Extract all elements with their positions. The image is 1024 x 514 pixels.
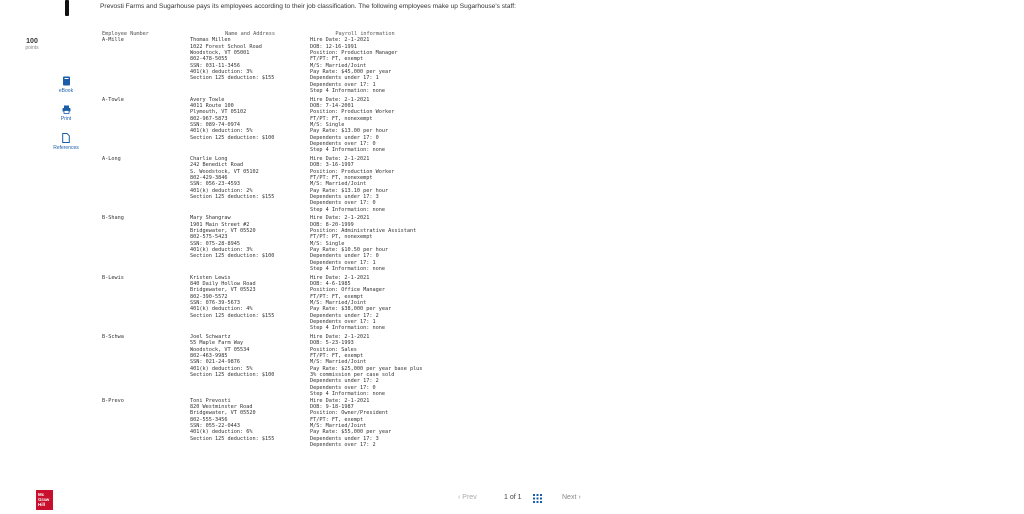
name-address-line: Joel Schwartz [190, 334, 231, 341]
name-address-line: Thomas Millen [190, 37, 231, 44]
document-icon [62, 133, 70, 143]
payroll-info-line: Step 4 Information: none [310, 88, 385, 95]
table-row [102, 215, 502, 274]
payroll-info-line: M/S: Single [310, 122, 345, 129]
name-address-line: 4011 Route 100 [190, 103, 234, 110]
payroll-info-line: DOB: 5-23-1993 [310, 340, 354, 347]
payroll-info-line: FT/PT: FT, nonexempt [310, 115, 373, 122]
table-row [102, 97, 502, 156]
payroll-info-line: Dependents over 17: 1 [310, 81, 376, 88]
name-address-line: 802-967-5873 [190, 115, 228, 122]
payroll-info-line: M/S: Married/Joint [310, 62, 367, 69]
name-address-line: SSN: 021-24-9876 [190, 359, 240, 366]
name-address-line: Mary Shangraw [190, 215, 231, 222]
name-address-line: 401(k) deduction: 4% [190, 306, 253, 313]
name-address-cell [190, 398, 310, 451]
payroll-info-line: Position: Production Worker [310, 168, 395, 175]
employee-table [102, 31, 502, 451]
name-address-line: 55 Maple Farm Way [190, 340, 244, 347]
payroll-info-line: M/S: Married/Joint [310, 359, 367, 366]
chevron-right-icon: › [578, 494, 581, 501]
payroll-info-line: Position: Office Manager [310, 287, 385, 294]
of-label: of [509, 494, 516, 501]
intro-text: Prevosti Farms and Sugarhouse pays its employees according to their job classification. The following employees make up Sugarhouse's staff: [100, 3, 516, 10]
payroll-info-line: Dependents under 17: 0 [310, 134, 379, 141]
name-address-line: 401(k) deduction: 3% [190, 69, 253, 76]
name-address-line: Section 125 deduction: $155 [190, 312, 275, 319]
payroll-info-line: DOB: 4-6-1985 [310, 281, 351, 288]
name-address-line: SSN: 089-74-0974 [190, 122, 240, 129]
name-address-line: Section 125 deduction: $100 [190, 134, 275, 141]
name-address-cell [190, 37, 310, 96]
payroll-info-cell [310, 37, 510, 96]
payroll-info-line: Pay Rate: $25,000 per year base plus [310, 365, 423, 372]
name-address-line: Plymouth, VT 05102 [190, 109, 247, 116]
employee-number: B-Prevo [102, 397, 124, 404]
payroll-info-line: FT/PT: PT, nonexempt [310, 234, 373, 241]
payroll-info-line: Step 4 Information: none [310, 325, 385, 332]
name-address-line: Bridgewater, VT 05523 [190, 287, 256, 294]
name-address-line: Section 125 deduction: $155 [190, 435, 275, 442]
name-address-line: 401(k) deduction: 6% [190, 429, 253, 436]
payroll-info-line: Dependents under 17: 2 [310, 312, 379, 319]
payroll-info-line: FT/PT: FT, nonexempt [310, 175, 373, 182]
payroll-info-line: Position: Production Manager [310, 50, 398, 57]
payroll-info-line: M/S: Married/Joint [310, 422, 367, 429]
name-address-line: 401(k) deduction: 5% [190, 365, 253, 372]
name-address-line: Woodstock, VT 05001 [190, 50, 250, 57]
name-address-line: 1901 Main Street #2 [190, 221, 250, 228]
name-address-line: Section 125 deduction: $155 [190, 194, 275, 201]
payroll-info-line: DOB: 8-20-1999 [310, 221, 354, 228]
name-address-line: Charlie Long [190, 156, 228, 163]
page-indicator [504, 494, 522, 501]
name-address-line: Section 125 deduction: $100 [190, 253, 275, 260]
payroll-info-cell [310, 156, 510, 215]
payroll-info-line: Position: Sales [310, 346, 357, 353]
payroll-info-line: Step 4 Information: none [310, 391, 385, 398]
payroll-info-line: Dependents under 17: 2 [310, 378, 379, 385]
current-page: 1 [504, 494, 508, 501]
employee-number: A-Towle [102, 96, 124, 103]
name-address-line: 802-575-5423 [190, 234, 228, 241]
payroll-info-line: Dependents over 17: 0 [310, 141, 376, 148]
payroll-info-line: M/S: Married/Joint [310, 300, 367, 307]
payroll-info-cell [310, 334, 510, 398]
payroll-info-line: Pay Rate: $45,000 per year [310, 69, 392, 76]
payroll-info-cell [310, 97, 510, 156]
payroll-info-line: Pay Rate: $10.50 per hour [310, 247, 389, 254]
payroll-info-line: Hire Date: 2-1-2021 [310, 37, 370, 44]
payroll-info-line: Position: Owner/President [310, 410, 389, 417]
payroll-info-cell [310, 215, 510, 274]
ebook-label: eBook [58, 88, 74, 94]
table-row [102, 398, 502, 451]
payroll-info-line: Dependents over 17: 2 [310, 441, 376, 448]
payroll-info-line: Dependents under 17: 3 [310, 435, 379, 442]
points-value: 100 [26, 38, 38, 45]
payroll-info-line: DOB: 12-16-1991 [310, 43, 357, 50]
name-address-line: Toni Prevosti [190, 397, 231, 404]
name-address-line: Woodstock, VT 05534 [190, 346, 250, 353]
references-label: References [53, 145, 79, 151]
mcgraw-hill-logo: Mc Graw Hill [36, 490, 53, 510]
payroll-info-line: Step 4 Information: none [310, 147, 385, 154]
name-address-line: Kristen Lewis [190, 274, 231, 281]
header-name-address: Name and Address [225, 31, 275, 37]
payroll-info-line: Dependents under 17: 3 [310, 194, 379, 201]
table-row [102, 156, 502, 215]
name-address-cell [190, 334, 310, 398]
payroll-info-line: Pay Rate: $38,000 per year [310, 306, 392, 313]
table-row [102, 37, 502, 96]
name-address-line: SSN: 076-39-5673 [190, 300, 240, 307]
name-address-line: SSN: 055-22-0443 [190, 422, 240, 429]
payroll-info-line: Dependents over 17: 1 [310, 319, 376, 326]
payroll-info-line: Position: Administrative Assistant [310, 228, 417, 235]
next-label: Next [562, 494, 577, 501]
name-address-cell [190, 156, 310, 215]
name-address-line: 840 Daily Hollow Road [190, 281, 256, 288]
payroll-info-cell [310, 398, 510, 451]
name-address-line: 802-555-3456 [190, 416, 228, 423]
name-address-line: Bridgewater, VT 05520 [190, 228, 256, 235]
payroll-info-line: FT/PT: FT, exempt [310, 416, 364, 423]
payroll-info-line: Hire Date: 2-1-2021 [310, 96, 370, 103]
payroll-info-line: Step 4 Information: none [310, 206, 385, 213]
next-button[interactable] [562, 494, 581, 501]
payroll-info-line: Pay Rate: $55,000 per year [310, 429, 392, 436]
payroll-info-line: Dependents under 17: 1 [310, 75, 379, 82]
points-label: points [25, 45, 39, 51]
book-icon [62, 76, 71, 86]
employee-number: A-Long [102, 156, 121, 163]
progress-marker [65, 0, 69, 16]
prev-button[interactable] [458, 494, 477, 501]
payroll-info-line: DOB: 9-18-1987 [310, 403, 354, 410]
name-address-line: 401(k) deduction: 3% [190, 247, 253, 254]
name-address-line: 1022 Forest School Road [190, 43, 262, 50]
grid-icon[interactable] [533, 494, 542, 503]
pagination [452, 494, 602, 506]
payroll-info-line: Pay Rate: $13.10 per hour [310, 187, 389, 194]
payroll-info-line: M/S: Single [310, 240, 345, 247]
table-row [102, 275, 502, 334]
employee-number: B-Lewis [102, 274, 124, 281]
payroll-info-line: Hire Date: 2-1-2021 [310, 397, 370, 404]
payroll-info-line: FT/PT: FT, exempt [310, 353, 364, 360]
name-address-line: 802-463-9985 [190, 353, 228, 360]
payroll-info-line: FT/PT: FT, exempt [310, 56, 364, 63]
print-button[interactable] [43, 105, 89, 122]
payroll-info-line: Hire Date: 2-1-2021 [310, 215, 370, 222]
header-payroll-info: Payroll information [335, 31, 395, 37]
name-address-line: SSN: 056-23-4593 [190, 181, 240, 188]
payroll-info-line: Hire Date: 2-1-2021 [310, 334, 370, 341]
payroll-info-line: Position: Production Worker [310, 109, 395, 116]
header-employee-number: Employee Number [102, 31, 149, 37]
name-address-line: Avery Towle [190, 96, 225, 103]
printer-icon [62, 105, 71, 114]
name-address-line: 802-478-5055 [190, 56, 228, 63]
payroll-info-cell [310, 275, 510, 334]
name-address-line: 401(k) deduction: 2% [190, 187, 253, 194]
employee-number: B-Schwa [102, 334, 124, 341]
name-address-cell [190, 97, 310, 156]
name-address-line: 802-390-5572 [190, 293, 228, 300]
employee-number: B-Shang [102, 215, 124, 222]
name-address-line: S. Woodstock, VT 05102 [190, 168, 259, 175]
payroll-info-line: DOB: 3-16-1997 [310, 162, 354, 169]
payroll-info-line: Dependents over 17: 0 [310, 200, 376, 207]
name-address-cell [190, 215, 310, 274]
table-row [102, 334, 502, 398]
prev-label: Prev [462, 494, 477, 501]
references-button[interactable] [43, 133, 89, 151]
name-address-line: 802-429-3846 [190, 175, 228, 182]
payroll-info-line: Step 4 Information: none [310, 266, 385, 273]
payroll-info-line: Dependents under 17: 0 [310, 253, 379, 260]
payroll-info-line: M/S: Married/Joint [310, 181, 367, 188]
payroll-info-line: Dependents over 17: 1 [310, 259, 376, 266]
table-body [102, 37, 502, 450]
ebook-button[interactable] [43, 76, 89, 94]
name-address-line: SSN: 075-28-8945 [190, 240, 240, 247]
name-address-cell [190, 275, 310, 334]
points-display [20, 38, 44, 51]
payroll-info-line: FT/PT: FT, exempt [310, 293, 364, 300]
total-pages: 1 [517, 494, 522, 501]
name-address-line: 401(k) deduction: 5% [190, 128, 253, 135]
name-address-line: SSN: 031-11-3456 [190, 62, 240, 69]
payroll-info-line: Pay Rate: $13.00 per hour [310, 128, 389, 135]
chevron-left-icon: ‹ [458, 494, 461, 501]
name-address-line: Section 125 deduction: $100 [190, 372, 275, 379]
name-address-line: Bridgewater, VT 05520 [190, 410, 256, 417]
name-address-line: Section 125 deduction: $155 [190, 75, 275, 82]
name-address-line: 242 Benedict Road [190, 162, 244, 169]
name-address-line: 820 Westminster Road [190, 403, 253, 410]
employee-number: A-Mille [102, 37, 124, 44]
payroll-info-line: Hire Date: 2-1-2021 [310, 156, 370, 163]
print-label: Print [60, 116, 72, 122]
payroll-info-line: Hire Date: 2-1-2021 [310, 274, 370, 281]
payroll-info-line: DOB: 7-14-2001 [310, 103, 354, 110]
left-rail [0, 0, 80, 514]
payroll-info-line: Dependents over 17: 0 [310, 384, 376, 391]
payroll-info-line: 3% commission per case sold [310, 372, 395, 379]
